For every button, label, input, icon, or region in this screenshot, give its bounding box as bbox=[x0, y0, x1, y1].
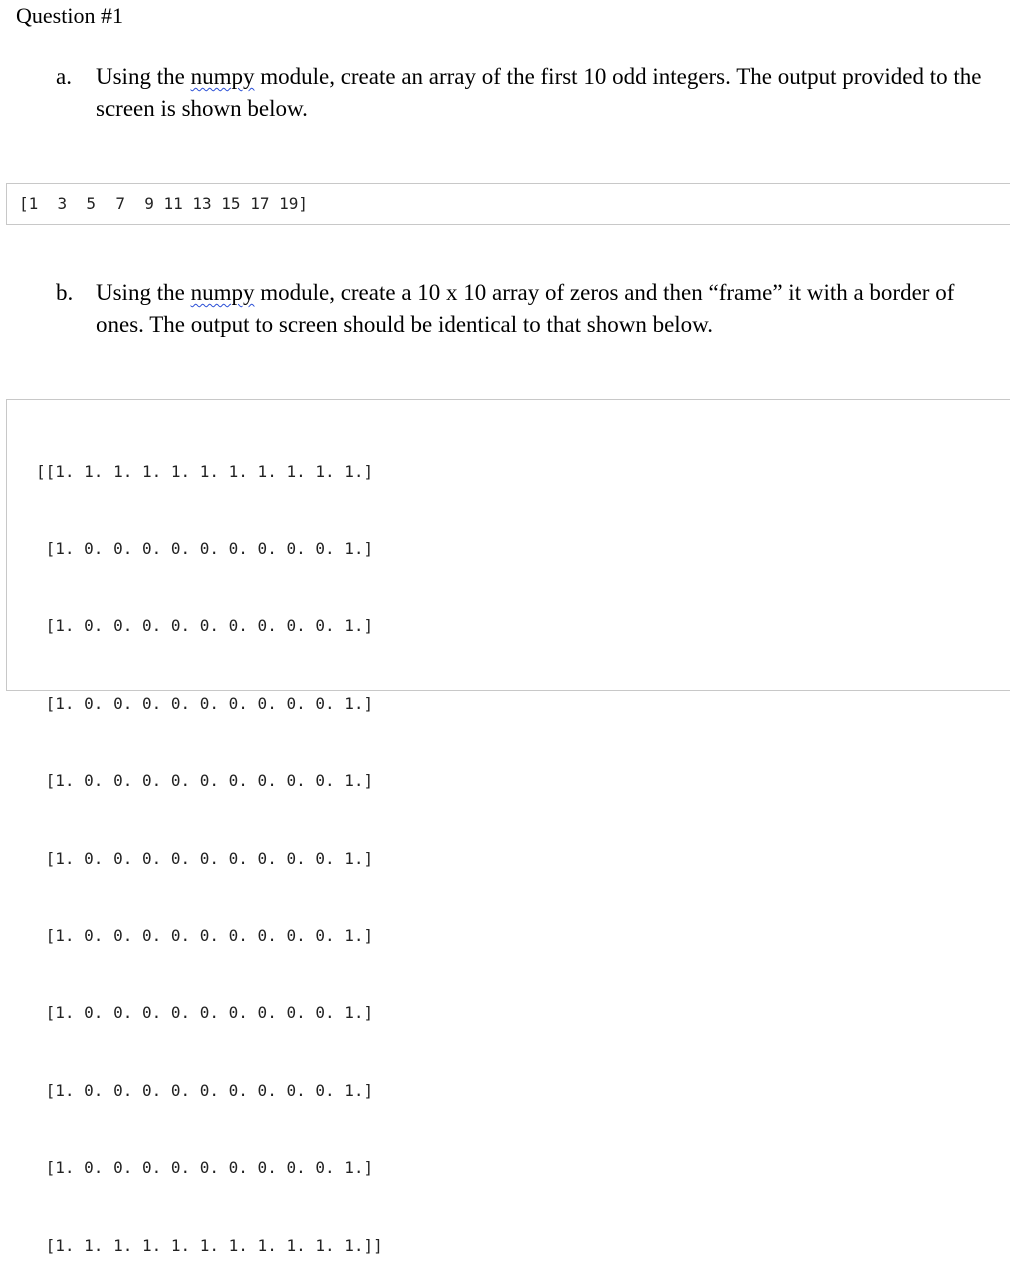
part-b-text-before: Using the bbox=[96, 280, 191, 305]
matrix-row: [1. 0. 0. 0. 0. 0. 0. 0. 0. 0. 1.] bbox=[36, 693, 374, 713]
matrix-row: [1. 0. 0. 0. 0. 0. 0. 0. 0. 0. 1.] bbox=[36, 1158, 374, 1178]
part-b-text-after: module, create a 10 x 10 array of zeros and then “frame” it with a border of ones. The output to screen should be identical to that shown below. bbox=[96, 280, 955, 337]
question-heading: Question #1 bbox=[16, 3, 123, 28]
part-b-marker: b. bbox=[56, 280, 74, 305]
matrix-row: [1. 0. 0. 0. 0. 0. 0. 0. 0. 0. 1.] bbox=[36, 1003, 374, 1023]
part-b-text bbox=[96, 277, 996, 341]
part-a-text-after: module, create an array of the first 10 odd integers. The output provided to the screen is shown below. bbox=[96, 64, 982, 121]
part-a-keyword: numpy bbox=[190, 64, 255, 89]
matrix-row: [[1. 1. 1. 1. 1. 1. 1. 1. 1. 1. 1.] bbox=[36, 461, 374, 481]
matrix-row: [1. 0. 0. 0. 0. 0. 0. 0. 0. 0. 1.] bbox=[36, 848, 374, 868]
matrix-row: [1. 1. 1. 1. 1. 1. 1. 1. 1. 1. 1.]] bbox=[36, 1235, 383, 1255]
matrix-row: [1. 0. 0. 0. 0. 0. 0. 0. 0. 0. 1.] bbox=[36, 616, 374, 636]
matrix-row: [1. 0. 0. 0. 0. 0. 0. 0. 0. 0. 1.] bbox=[36, 1080, 374, 1100]
part-a-marker: a. bbox=[56, 64, 72, 89]
matrix-row: [1. 0. 0. 0. 0. 0. 0. 0. 0. 0. 1.] bbox=[36, 771, 374, 791]
question-part-a bbox=[56, 61, 996, 125]
part-b-keyword: numpy bbox=[190, 280, 255, 305]
part-b-output-block bbox=[6, 399, 1010, 1255]
part-a-text bbox=[96, 61, 996, 125]
matrix-row: [1. 0. 0. 0. 0. 0. 0. 0. 0. 0. 1.] bbox=[36, 538, 374, 558]
part-a-text-before: Using the bbox=[96, 64, 191, 89]
part-a-output-block: [1 3 5 7 9 11 13 15 17 19] bbox=[6, 183, 1010, 225]
matrix-row: [1. 0. 0. 0. 0. 0. 0. 0. 0. 0. 1.] bbox=[36, 925, 374, 945]
question-part-b bbox=[56, 277, 996, 341]
